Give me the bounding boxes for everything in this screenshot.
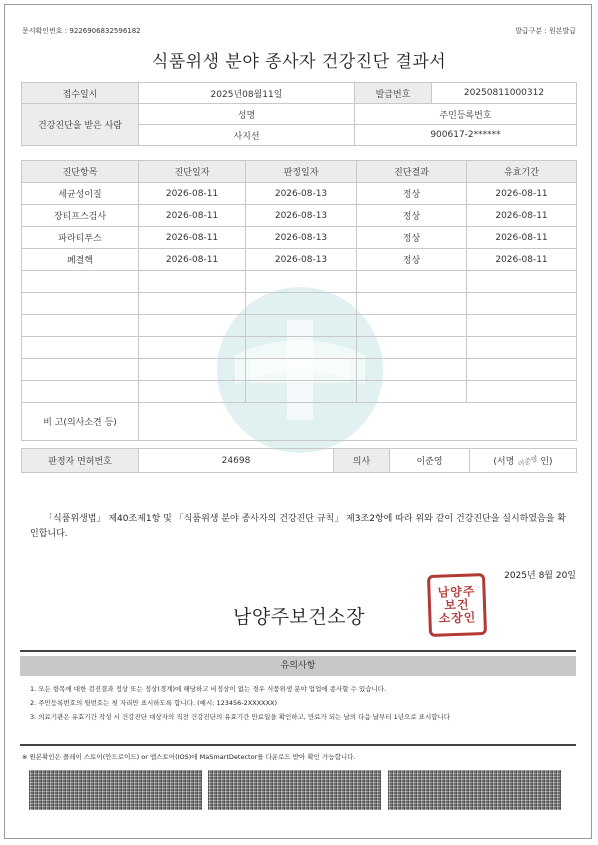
issue-no-value: 20250811000312 <box>432 83 577 104</box>
doctor-label: 의사 <box>334 449 390 473</box>
name-label: 성명 <box>139 104 355 125</box>
cell: 2026-08-11 <box>139 249 246 271</box>
license-value: 24698 <box>139 449 334 473</box>
remarks-value <box>139 403 577 441</box>
verification-code-2 <box>208 770 381 810</box>
cell: 세균성이질 <box>22 183 139 205</box>
rrn-label: 주민등록번호 <box>355 104 577 125</box>
judge-table <box>21 448 577 473</box>
col-header: 진단일자 <box>139 161 246 183</box>
issuing-office: 남양주보건소장 <box>233 606 365 628</box>
table-row <box>22 183 577 205</box>
license-label: 판정자 면허번호 <box>22 449 139 473</box>
verification-code-1 <box>29 770 202 810</box>
issue-type: 발급구분 : 원본발급 <box>515 27 576 35</box>
cell: 정상 <box>357 205 467 227</box>
issue-no-label: 발급번호 <box>355 83 432 104</box>
cell: 2026-08-11 <box>139 183 246 205</box>
signature-cell <box>470 449 577 473</box>
col-header: 진단항목 <box>22 161 139 183</box>
cell: 2026-08-11 <box>467 249 577 271</box>
cell: 장티프스검사 <box>22 205 139 227</box>
notice-item: 3. 의료기관은 유효기간 작성 시 건강진단 대상자의 직전 건강진단의 유효기간 만료일을 확인하고, 만료가 되는 날의 다음 날부터 1년으로 표시합니다 <box>30 713 451 721</box>
footer-note: ※ 원본확인은 플레이 스토어(안드로이드) or 앱스토어(IOS)에 MaSmartDetector를 다운로드 받아 확인 가능합니다. <box>22 753 356 761</box>
cell: 2026-08-13 <box>246 249 357 271</box>
cell: 정상 <box>357 227 467 249</box>
cell: 2026-08-11 <box>467 205 577 227</box>
cell: 정상 <box>357 249 467 271</box>
statement-text: 「식품위생법」 제40조제1항 및 「식품위생 분야 종사자의 건강진단 규칙」 제3조2항에 따라 위와 같이 건강진단을 실시하였음을 확인합니다. <box>30 514 566 539</box>
cell: 2026-08-11 <box>467 227 577 249</box>
empty-row <box>22 271 577 293</box>
col-header: 진단결과 <box>357 161 467 183</box>
table-row <box>22 227 577 249</box>
sign-open: (서명 <box>493 457 515 467</box>
document-title: 식품위생 분야 종사자 건강진단 결과서 <box>151 52 447 72</box>
doc-number: 문서확인번호 : 9226906832596182 <box>22 27 141 35</box>
table-row <box>22 205 577 227</box>
cell: 2026-08-11 <box>139 205 246 227</box>
cell: 파라티푸스 <box>22 227 139 249</box>
seal-line: 남양주 <box>437 583 476 600</box>
rrn-value: 900617-2****** <box>355 125 577 146</box>
sign-close: 인) <box>540 457 553 467</box>
official-seal <box>427 573 487 637</box>
empty-row <box>22 381 577 403</box>
cell: 2026-08-13 <box>246 205 357 227</box>
cell: 2026-08-13 <box>246 183 357 205</box>
issue-date: 2025년 8월 20일 <box>504 571 576 581</box>
empty-row <box>22 315 577 337</box>
cell: 2026-08-13 <box>246 227 357 249</box>
remarks-label: 비 고(의사소견 등) <box>22 403 139 441</box>
table-row <box>22 249 577 271</box>
info-table <box>21 82 577 146</box>
col-header: 판정일자 <box>246 161 357 183</box>
cell: 정상 <box>357 183 467 205</box>
notice-top-rule <box>20 650 576 652</box>
signature-mark: 이준영 <box>516 455 539 469</box>
seal-line: 소장인 <box>438 609 477 626</box>
person-label: 건강진단을 받은 사람 <box>22 104 139 146</box>
cell: 2026-08-11 <box>467 183 577 205</box>
verification-code-3 <box>388 770 561 810</box>
notice-title: 유의사항 <box>20 656 576 676</box>
empty-row <box>22 293 577 315</box>
col-header: 유효기간 <box>467 161 577 183</box>
doctor-name: 이준영 <box>390 449 470 473</box>
name-value: 사지선 <box>139 125 355 146</box>
empty-row <box>22 359 577 381</box>
empty-row <box>22 337 577 359</box>
notice-bottom-rule <box>20 744 576 746</box>
cell: 2026-08-11 <box>139 227 246 249</box>
receipt-date-label: 접수일시 <box>22 83 139 104</box>
notice-item: 1. 모든 항목에 대한 검진결과 정상 또는 정상(경계)에 해당하고 비정상이 없는 경우 식품위생 분야 업업에 종사할 수 있습니다. <box>30 685 387 693</box>
notice-item: 2. 주민등록번호의 뒷번호는 첫 자리만 표시하도록 합니다. (예시: 123456-2XXXXXX) <box>30 699 278 707</box>
seal-line: 보건 <box>444 597 470 612</box>
cell: 폐결핵 <box>22 249 139 271</box>
receipt-date-value: 2025년08월11일 <box>139 83 355 104</box>
results-table <box>21 160 577 441</box>
